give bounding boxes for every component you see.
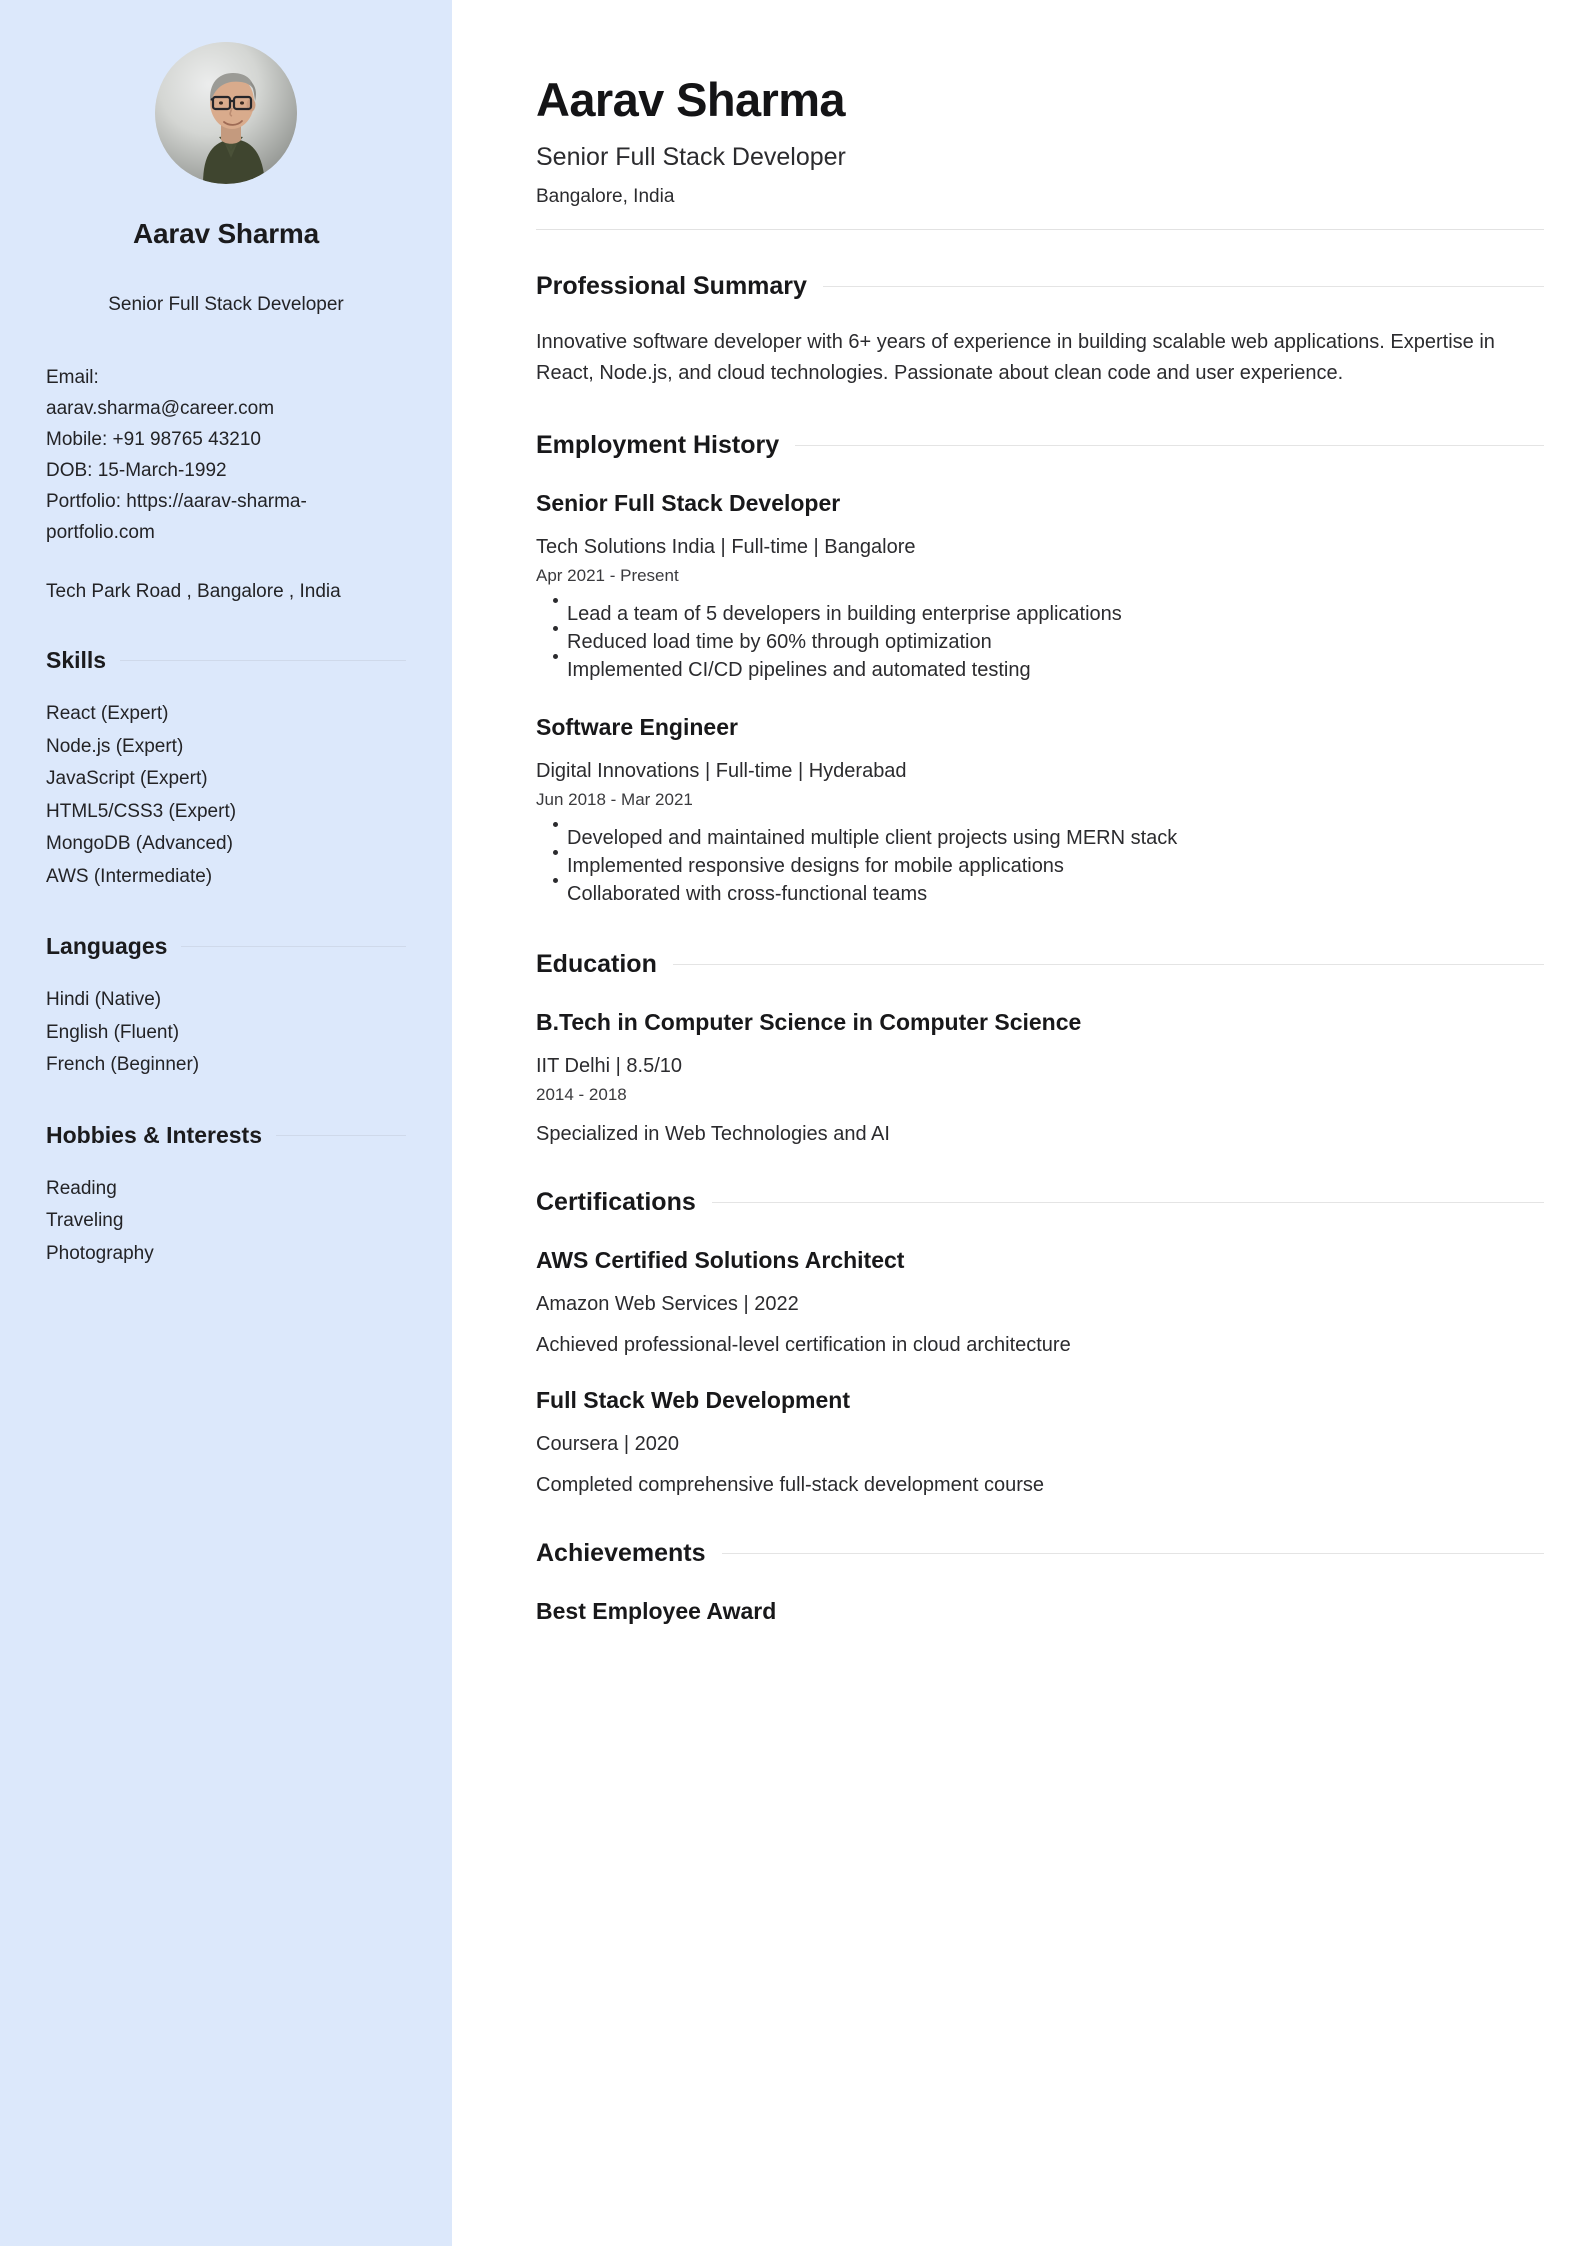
sidebar-section-skills — [46, 647, 406, 893]
heading-rule — [722, 1553, 1544, 1554]
heading-rule — [120, 660, 406, 661]
entry-meta: Tech Solutions India | Full-time | Bangalore — [536, 535, 916, 558]
bullet-item: Developed and maintained multiple client projects using MERN stack — [536, 824, 1544, 852]
education-entry — [536, 1009, 1544, 1146]
avatar — [155, 42, 297, 184]
contact-portfolio[interactable]: Portfolio: https://aarav-sharma-portfolio.com — [46, 491, 307, 543]
entry-meta: Amazon Web Services | 2022 — [536, 1292, 799, 1315]
entry-extra: Completed comprehensive full-stack development course — [536, 1473, 1045, 1496]
hobbies-heading — [46, 1122, 406, 1149]
heading-rule — [823, 286, 1544, 287]
bullet-item: Reduced load time by 60% through optimization — [536, 628, 1544, 656]
list-item: MongoDB (Advanced) — [46, 833, 233, 854]
section-certifications — [536, 1188, 1544, 1497]
heading-rule — [795, 445, 1544, 446]
hobbies-list — [46, 1173, 406, 1271]
sidebar-name: Aarav Sharma — [133, 218, 319, 249]
entry-dates: Apr 2021 - Present — [536, 565, 679, 585]
entry-bullets — [536, 824, 1544, 908]
languages-heading — [46, 933, 406, 960]
entry-meta: Coursera | 2020 — [536, 1432, 680, 1455]
entry-title: Full Stack Web Development — [536, 1386, 850, 1413]
list-item: AWS (Intermediate) — [46, 865, 213, 887]
main-location: Bangalore, India — [536, 185, 675, 207]
list-item: French (Beginner) — [46, 1054, 200, 1075]
list-item: Traveling — [46, 1210, 124, 1231]
entry-dates: 2014 - 2018 — [536, 1084, 627, 1104]
languages-heading-label: Languages — [46, 933, 168, 959]
certification-entry — [536, 1247, 1544, 1357]
list-item: JavaScript (Expert) — [46, 768, 208, 789]
achievement-entry — [536, 1598, 1544, 1625]
header-divider — [536, 229, 1544, 230]
heading-rule — [181, 946, 406, 947]
bullet-item: Lead a team of 5 developers in building enterprise applications — [536, 600, 1544, 628]
employment-entry — [536, 714, 1544, 908]
certifications-heading-label: Certifications — [536, 1187, 696, 1216]
bullet-item: Implemented CI/CD pipelines and automated testing — [536, 656, 1544, 684]
avatar-wrapper — [46, 42, 406, 184]
contact-dob: DOB: 15-March-1992 — [46, 460, 227, 481]
section-professional-summary — [536, 272, 1544, 389]
entry-extra: Achieved professional-level certification in cloud architecture — [536, 1333, 1071, 1356]
sidebar-section-languages — [46, 933, 406, 1082]
certification-entry — [536, 1387, 1544, 1497]
entry-bullets — [536, 600, 1544, 684]
contact-mobile: Mobile: +91 98765 43210 — [46, 429, 261, 450]
skills-heading — [46, 647, 406, 674]
bullet-item: Implemented responsive designs for mobile applications — [536, 852, 1544, 880]
skills-list — [46, 698, 406, 893]
list-item: Reading — [46, 1177, 117, 1199]
entry-title: Best Employee Award — [536, 1597, 777, 1624]
employment-heading — [536, 431, 1544, 460]
heading-rule — [276, 1135, 406, 1136]
entry-dates: Jun 2018 - Mar 2021 — [536, 789, 693, 809]
heading-rule — [712, 1202, 1544, 1203]
entry-title: AWS Certified Solutions Architect — [536, 1246, 905, 1273]
entry-title: Software Engineer — [536, 713, 738, 740]
list-item: English (Fluent) — [46, 1021, 180, 1043]
entry-title: B.Tech in Computer Science in Computer Science — [536, 1008, 1082, 1035]
contact-block — [46, 362, 406, 607]
summary-heading — [536, 272, 1544, 301]
entry-extra: Specialized in Web Technologies and AI — [536, 1122, 890, 1145]
employment-entry — [536, 490, 1544, 684]
achievements-heading-label: Achievements — [536, 1538, 706, 1567]
hobbies-heading-label: Hobbies & Interests — [46, 1121, 262, 1148]
section-employment-history — [536, 431, 1544, 908]
section-education — [536, 950, 1544, 1146]
list-item: Photography — [46, 1242, 154, 1264]
languages-list — [46, 984, 406, 1082]
education-heading-label: Education — [536, 949, 657, 978]
list-item: HTML5/CSS3 (Expert) — [46, 800, 237, 822]
sidebar-role: Senior Full Stack Developer — [108, 294, 344, 315]
employment-heading-label: Employment History — [536, 430, 780, 459]
contact-address: Tech Park Road , Bangalore , India — [46, 581, 341, 602]
sidebar-section-hobbies — [46, 1122, 406, 1271]
sidebar — [0, 0, 452, 2246]
main-content — [452, 0, 1588, 2246]
summary-text: Innovative software developer with 6+ years of experience in building scalable web applications. Expertise in React, Node.js, and cloud technologies. Passionate about clean code and user experience. — [536, 330, 1495, 384]
achievements-heading — [536, 1539, 1544, 1568]
heading-rule — [673, 964, 1544, 965]
profile-photo-icon — [155, 42, 297, 184]
skills-heading-label: Skills — [46, 647, 107, 673]
education-heading — [536, 950, 1544, 979]
entry-meta: IIT Delhi | 8.5/10 — [536, 1054, 683, 1077]
entry-meta: Digital Innovations | Full-time | Hyderabad — [536, 759, 907, 782]
contact-spacer — [46, 548, 406, 576]
main-role: Senior Full Stack Developer — [536, 142, 846, 171]
list-item: Hindi (Native) — [46, 989, 162, 1010]
summary-heading-label: Professional Summary — [536, 271, 807, 300]
section-achievements — [536, 1539, 1544, 1625]
page-title: Aarav Sharma — [536, 73, 845, 126]
list-item: React (Expert) — [46, 703, 169, 724]
certifications-heading — [536, 1188, 1544, 1217]
bullet-item: Collaborated with cross-functional teams — [536, 880, 1544, 908]
contact-email-label: Email: — [46, 367, 99, 388]
list-item: Node.js (Expert) — [46, 735, 184, 757]
entry-title: Senior Full Stack Developer — [536, 489, 841, 516]
contact-email-value[interactable]: aarav.sharma@career.com — [46, 398, 275, 419]
